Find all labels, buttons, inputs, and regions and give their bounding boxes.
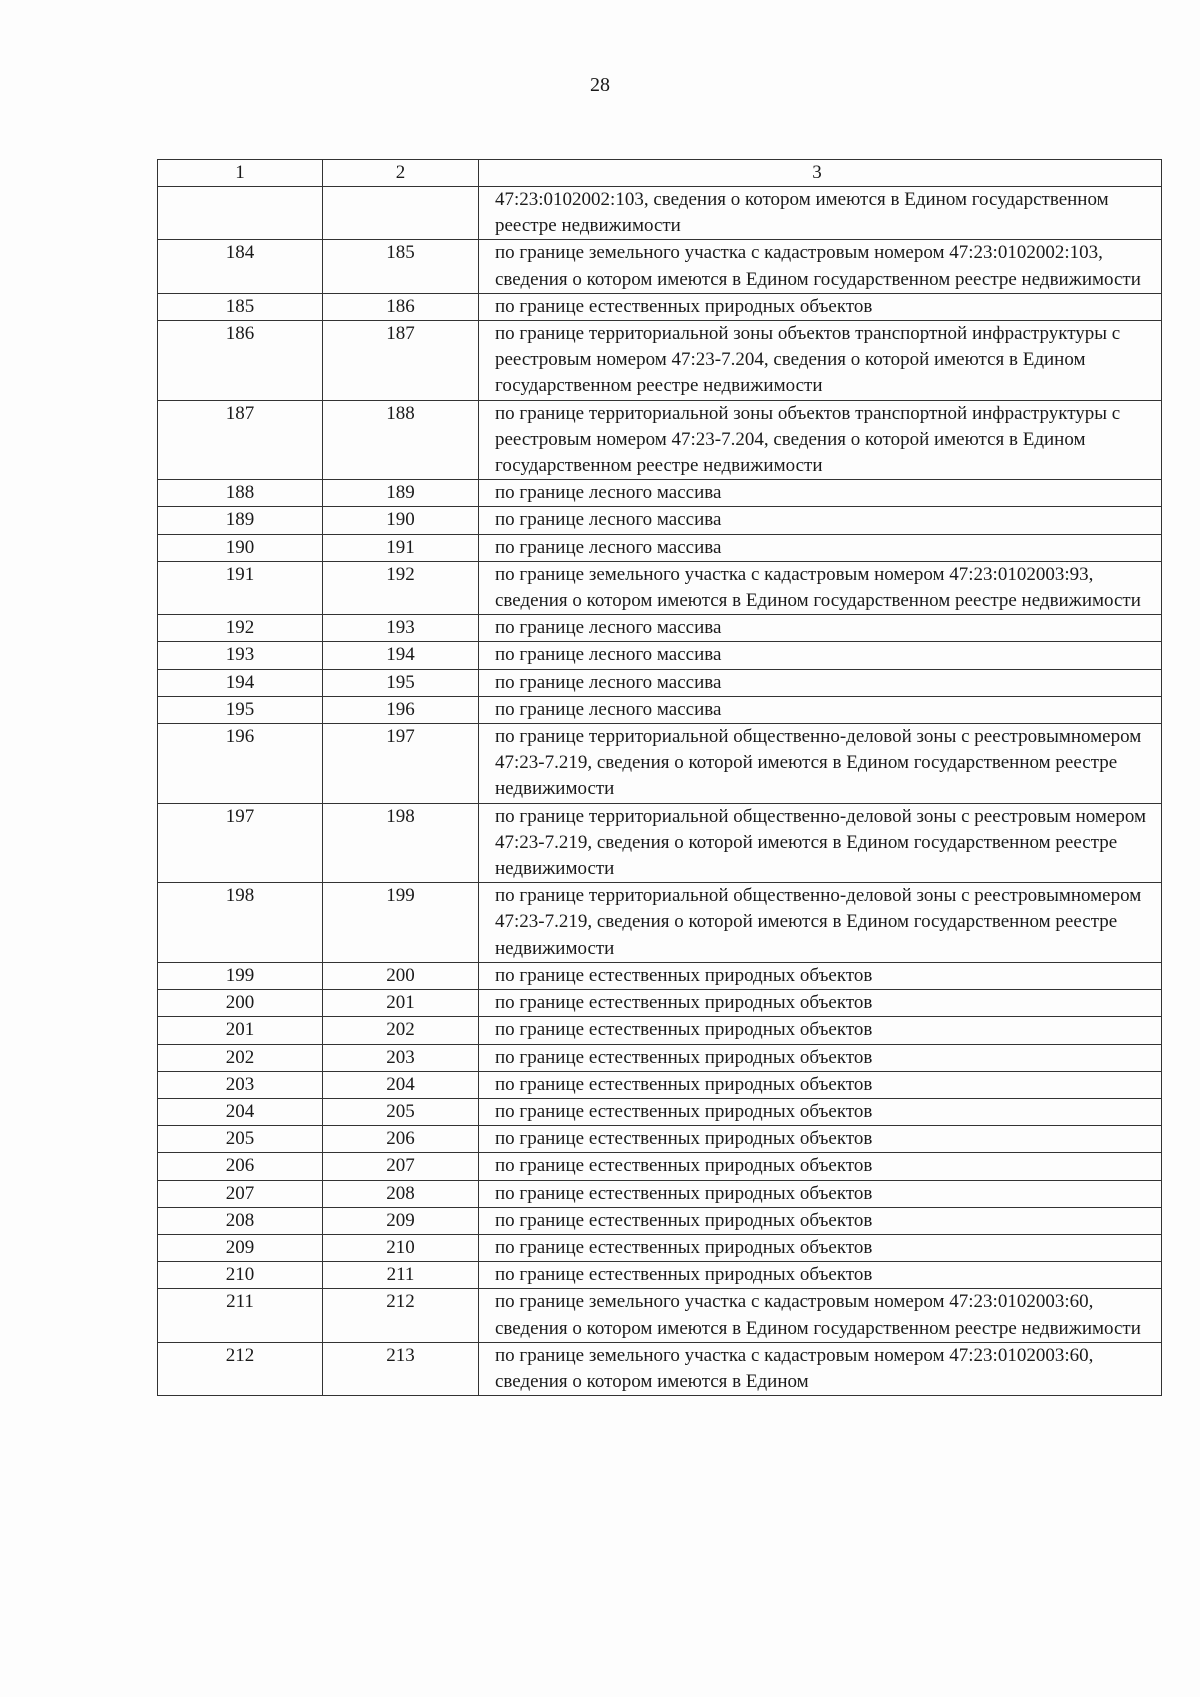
table-row <box>158 1262 1162 1289</box>
boundary-description-cell: по границе лесного массива <box>479 696 1162 723</box>
point-to-cell: 207 <box>323 1153 479 1180</box>
table-row <box>158 1207 1162 1234</box>
page-number: 28 <box>590 74 610 96</box>
table-row <box>158 1234 1162 1261</box>
point-to-cell: 199 <box>323 883 479 963</box>
header-col-2: 2 <box>323 160 479 187</box>
point-from-cell: 204 <box>158 1098 323 1125</box>
boundary-description-cell: по границе территориальной общественно-деловой зоны с реестровымномером 47:23-7.219, сведения о которой имеются в Едином государственном реестре недвижимости <box>479 724 1162 804</box>
point-to-cell: 188 <box>323 400 479 480</box>
point-from-cell: 184 <box>158 240 323 293</box>
boundary-table <box>157 159 1162 1396</box>
point-from-cell: 211 <box>158 1289 323 1342</box>
point-to-cell <box>323 187 479 240</box>
point-from-cell: 202 <box>158 1044 323 1071</box>
boundary-description-cell: по границе лесного массива <box>479 507 1162 534</box>
boundary-description-cell: по границе естественных природных объектов <box>479 962 1162 989</box>
point-from-cell: 195 <box>158 696 323 723</box>
point-from-cell: 212 <box>158 1342 323 1395</box>
point-to-cell: 206 <box>323 1126 479 1153</box>
boundary-description-cell: по границе территориальной общественно-деловой зоны с реестровым номером 47:23-7.219, сведения о которой имеются в Едином государственном реестре недвижимости <box>479 803 1162 883</box>
point-from-cell: 185 <box>158 293 323 320</box>
table-row <box>158 642 1162 669</box>
point-from-cell: 196 <box>158 724 323 804</box>
table-header-row <box>158 160 1162 187</box>
point-to-cell: 192 <box>323 561 479 614</box>
point-from-cell: 189 <box>158 507 323 534</box>
point-to-cell: 201 <box>323 990 479 1017</box>
point-from-cell <box>158 187 323 240</box>
table-row <box>158 1098 1162 1125</box>
point-from-cell: 188 <box>158 480 323 507</box>
table-row <box>158 187 1162 240</box>
boundary-description-cell: по границе естественных природных объектов <box>479 1180 1162 1207</box>
point-to-cell: 200 <box>323 962 479 989</box>
point-to-cell: 208 <box>323 1180 479 1207</box>
point-from-cell: 194 <box>158 669 323 696</box>
table-row <box>158 696 1162 723</box>
table-row <box>158 321 1162 401</box>
point-to-cell: 191 <box>323 534 479 561</box>
point-to-cell: 205 <box>323 1098 479 1125</box>
boundary-description-cell: по границе земельного участка с кадастровым номером 47:23:0102003:60, сведения о котором имеются в Едином государственном реестре недвижимости <box>479 1289 1162 1342</box>
boundary-description-cell: по границе земельного участка с кадастровым номером 47:23:0102003:60, сведения о котором имеются в Едином <box>479 1342 1162 1395</box>
table-row <box>158 990 1162 1017</box>
boundary-description-cell: по границе земельного участка с кадастровым номером 47:23:0102003:93, сведения о котором имеются в Едином государственном реестре недвижимости <box>479 561 1162 614</box>
point-to-cell: 196 <box>323 696 479 723</box>
point-from-cell: 206 <box>158 1153 323 1180</box>
point-to-cell: 211 <box>323 1262 479 1289</box>
boundary-description-cell: по границе земельного участка с кадастровым номером 47:23:0102002:103, сведения о котором имеются в Едином государственном реестре недвижимости <box>479 240 1162 293</box>
table-row <box>158 480 1162 507</box>
point-to-cell: 186 <box>323 293 479 320</box>
boundary-description-cell: по границе естественных природных объектов <box>479 1234 1162 1261</box>
boundary-description-cell: по границе естественных природных объектов <box>479 1098 1162 1125</box>
point-to-cell: 210 <box>323 1234 479 1261</box>
table-row <box>158 883 1162 963</box>
point-from-cell: 210 <box>158 1262 323 1289</box>
boundary-description-cell: по границе естественных природных объектов <box>479 1262 1162 1289</box>
boundary-description-cell: по границе естественных природных объектов <box>479 1017 1162 1044</box>
table-row <box>158 1017 1162 1044</box>
point-from-cell: 205 <box>158 1126 323 1153</box>
point-from-cell: 186 <box>158 321 323 401</box>
point-to-cell: 202 <box>323 1017 479 1044</box>
boundary-description-cell: по границе естественных природных объектов <box>479 1044 1162 1071</box>
point-from-cell: 207 <box>158 1180 323 1207</box>
point-from-cell: 190 <box>158 534 323 561</box>
point-to-cell: 213 <box>323 1342 479 1395</box>
table-row <box>158 400 1162 480</box>
point-to-cell: 198 <box>323 803 479 883</box>
boundary-description-cell: по границе лесного массива <box>479 615 1162 642</box>
table-row <box>158 615 1162 642</box>
boundary-description-cell: по границе лесного массива <box>479 642 1162 669</box>
boundary-description-cell: по границе естественных природных объектов <box>479 1153 1162 1180</box>
point-from-cell: 209 <box>158 1234 323 1261</box>
header-col-1: 1 <box>158 160 323 187</box>
point-from-cell: 192 <box>158 615 323 642</box>
table-row <box>158 724 1162 804</box>
boundary-description-cell: по границе территориальной зоны объектов транспортной инфраструктуры с реестровым номером 47:23-7.204, сведения о которой имеются в Едином государственном реестре недвижимости <box>479 400 1162 480</box>
point-from-cell: 203 <box>158 1071 323 1098</box>
table-row <box>158 803 1162 883</box>
point-from-cell: 187 <box>158 400 323 480</box>
point-to-cell: 193 <box>323 615 479 642</box>
point-to-cell: 195 <box>323 669 479 696</box>
table-row <box>158 1044 1162 1071</box>
table-body <box>158 160 1162 1396</box>
point-to-cell: 203 <box>323 1044 479 1071</box>
boundary-description-cell: по границе лесного массива <box>479 480 1162 507</box>
table-row <box>158 534 1162 561</box>
point-from-cell: 201 <box>158 1017 323 1044</box>
point-from-cell: 199 <box>158 962 323 989</box>
point-to-cell: 187 <box>323 321 479 401</box>
point-to-cell: 197 <box>323 724 479 804</box>
point-from-cell: 208 <box>158 1207 323 1234</box>
table-row <box>158 1071 1162 1098</box>
table-row <box>158 1126 1162 1153</box>
table-row <box>158 962 1162 989</box>
point-to-cell: 204 <box>323 1071 479 1098</box>
point-from-cell: 191 <box>158 561 323 614</box>
point-to-cell: 209 <box>323 1207 479 1234</box>
boundary-description-cell: по границе естественных природных объектов <box>479 1071 1162 1098</box>
point-to-cell: 185 <box>323 240 479 293</box>
table-row <box>158 669 1162 696</box>
table-row <box>158 240 1162 293</box>
table-row <box>158 507 1162 534</box>
table-row <box>158 1342 1162 1395</box>
boundary-description-cell: по границе территориальной общественно-деловой зоны с реестровымномером 47:23-7.219, сведения о которой имеются в Едином государственном реестре недвижимости <box>479 883 1162 963</box>
point-to-cell: 190 <box>323 507 479 534</box>
boundary-description-cell: по границе естественных природных объектов <box>479 990 1162 1017</box>
boundary-description-cell: по границе естественных природных объектов <box>479 1207 1162 1234</box>
boundary-description-cell: по границе естественных природных объектов <box>479 1126 1162 1153</box>
header-col-3: 3 <box>479 160 1162 187</box>
point-from-cell: 193 <box>158 642 323 669</box>
table-row <box>158 1153 1162 1180</box>
point-from-cell: 197 <box>158 803 323 883</box>
boundary-description-cell: 47:23:0102002:103, сведения о котором имеются в Едином государственном реестре недвижимости <box>479 187 1162 240</box>
table-row <box>158 1180 1162 1207</box>
boundary-description-cell: по границе территориальной зоны объектов транспортной инфраструктуры с реестровым номером 47:23-7.204, сведения о которой имеются в Едином государственном реестре недвижимости <box>479 321 1162 401</box>
boundary-description-cell: по границе лесного массива <box>479 669 1162 696</box>
boundary-description-cell: по границе естественных природных объектов <box>479 293 1162 320</box>
point-to-cell: 194 <box>323 642 479 669</box>
point-to-cell: 212 <box>323 1289 479 1342</box>
point-from-cell: 198 <box>158 883 323 963</box>
table-row <box>158 293 1162 320</box>
table-row <box>158 1289 1162 1342</box>
table-row <box>158 561 1162 614</box>
boundary-description-cell: по границе лесного массива <box>479 534 1162 561</box>
point-from-cell: 200 <box>158 990 323 1017</box>
point-to-cell: 189 <box>323 480 479 507</box>
